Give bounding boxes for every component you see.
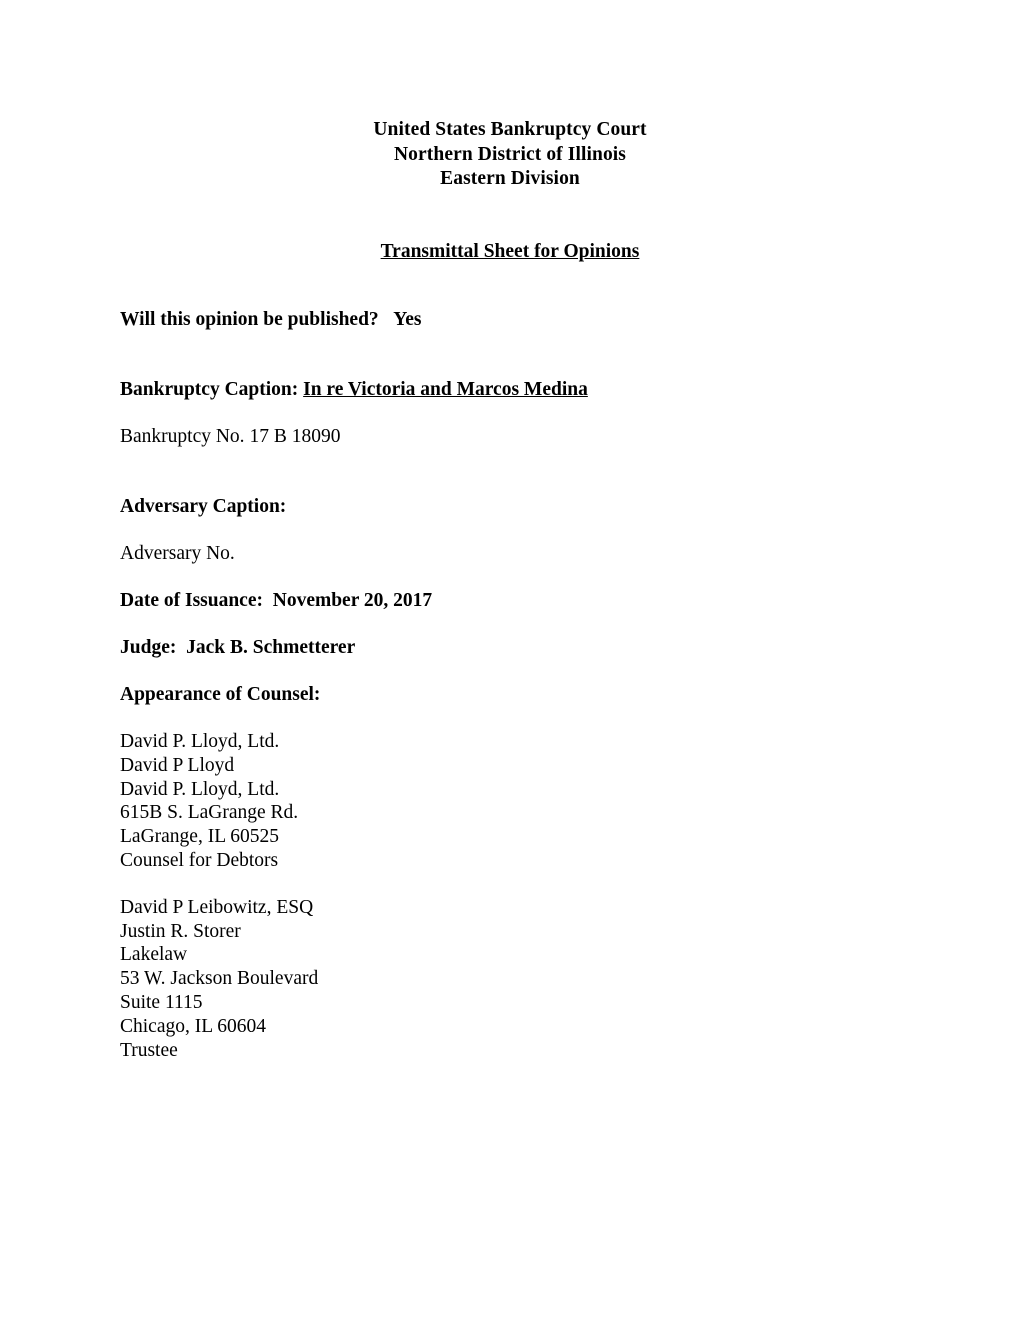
published-question-answer: Yes [393, 309, 422, 330]
bankruptcy-no-value: 17 B 18090 [249, 426, 341, 447]
court-name-line2: Northern District of Illinois [394, 143, 626, 165]
counsel-group-debtors [120, 730, 920, 873]
adversary-no-row [120, 542, 920, 566]
counsel-line: 615B S. LaGrange Rd. [120, 802, 299, 824]
date-of-issuance-row [120, 589, 920, 613]
counsel-line: Lakelaw [120, 944, 188, 966]
court-name-line3: Eastern Division [440, 168, 580, 189]
date-of-issuance-value: November 20, 2017 [272, 590, 433, 611]
counsel-line: LaGrange, IL 60525 [120, 826, 280, 848]
judge-label: Judge: [120, 637, 177, 658]
counsel-line: Counsel for Debtors [120, 849, 279, 871]
published-question-row [120, 308, 920, 332]
transmittal-title-text: Transmittal Sheet for Opinions [380, 241, 640, 262]
document-body [120, 308, 920, 1062]
counsel-line: David P. Lloyd, Ltd. [120, 778, 280, 800]
adversary-caption-label: Adversary Caption: [120, 496, 287, 517]
counsel-line: David P. Lloyd, Ltd. [120, 731, 280, 752]
counsel-line: Suite 1115 [120, 991, 203, 1013]
counsel-line: Trustee [120, 1039, 178, 1061]
bankruptcy-no-row [120, 425, 920, 449]
adversary-caption-row [120, 495, 920, 519]
judge-row [120, 636, 920, 660]
published-question-label: Will this opinion be published? [120, 309, 379, 330]
appearance-of-counsel-label: Appearance of Counsel: [120, 684, 321, 705]
counsel-line: David P Lloyd [120, 754, 235, 776]
bankruptcy-caption-value: In re Victoria and Marcos Medina [303, 379, 588, 400]
judge-value: Jack B. Schmetterer [186, 637, 356, 658]
bankruptcy-caption-row [120, 378, 920, 402]
appearance-of-counsel-label-row [120, 683, 920, 707]
court-header [0, 118, 1020, 192]
court-name-line1: United States Bankruptcy Court [373, 119, 647, 140]
counsel-group-trustee [120, 896, 920, 1063]
counsel-line: Justin R. Storer [120, 920, 241, 942]
adversary-no-label: Adversary No. [120, 543, 235, 564]
transmittal-title [0, 240, 1020, 264]
bankruptcy-caption-label: Bankruptcy Caption: [120, 379, 299, 400]
counsel-line: Chicago, IL 60604 [120, 1015, 267, 1037]
counsel-line: David P Leibowitz, ESQ [120, 896, 314, 918]
counsel-line: 53 W. Jackson Boulevard [120, 968, 319, 990]
date-of-issuance-label: Date of Issuance: [120, 590, 263, 611]
bankruptcy-no-label: Bankruptcy No. [120, 426, 245, 447]
